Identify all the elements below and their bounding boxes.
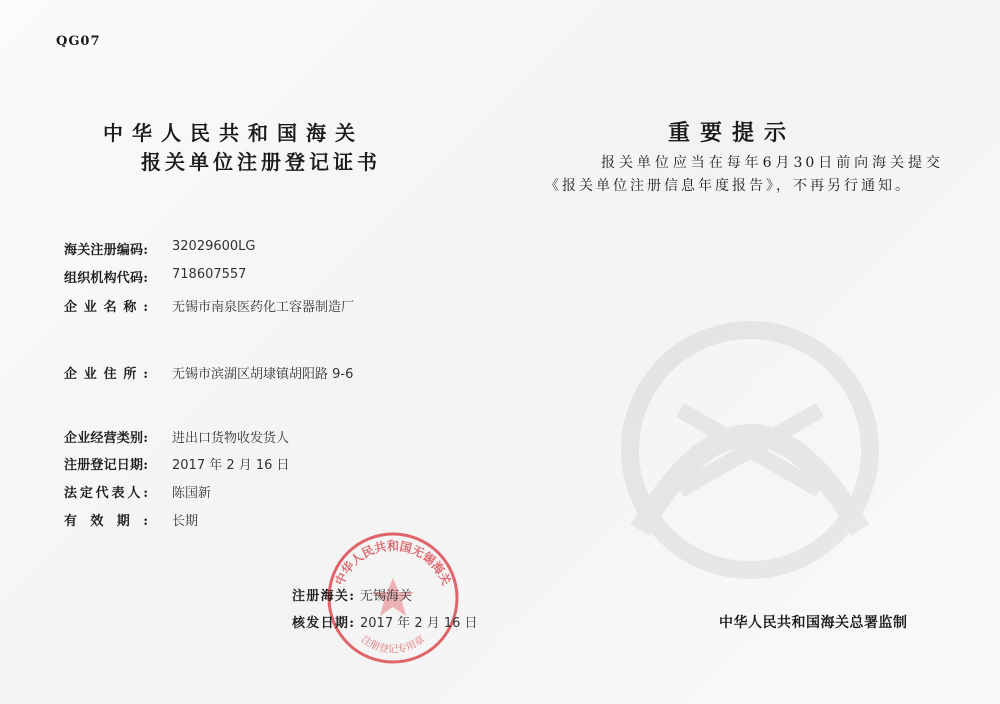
- field-label: 海关注册编码:: [64, 243, 148, 258]
- field-label: 企业住所:: [64, 367, 148, 382]
- field-value: 32029600LG: [172, 239, 256, 254]
- issuer-line: 中华人民共和国海关总署监制: [719, 615, 908, 631]
- certificate-title-line2: 报关单位注册登记证书: [141, 150, 381, 174]
- notice-body: 报关单位应当在每年6月30日前向海关提交《报关单位注册信息年度报告》，不再另行通知。: [545, 155, 943, 194]
- field-label: 组织机构代码:: [64, 271, 148, 286]
- field-value: 无锡市滨湖区胡埭镇胡阳路 9-6: [172, 367, 354, 382]
- document-code: QG07: [56, 34, 101, 49]
- emblem-watermark: [560, 300, 940, 600]
- field-value: 2017 年 2 月 16 日: [172, 458, 290, 473]
- seal-top-text: 中华人民共和国无锡海关: [332, 539, 454, 588]
- registration-issue-label: 核发日期:: [292, 616, 354, 631]
- field-value: 进出口货物收发货人: [172, 431, 290, 446]
- seal-bottom-text: 注册登记专用章: [359, 634, 427, 656]
- registration-customs-value: 无锡海关: [360, 589, 413, 604]
- field-label: 有效期:: [64, 514, 148, 529]
- registration-issue-value: 2017 年 2 月 16 日: [360, 616, 478, 631]
- field-label: 企业名称:: [64, 300, 148, 315]
- field-value: 长期: [172, 514, 199, 529]
- field-label: 法定代表人:: [64, 486, 148, 501]
- field-label: 注册登记日期:: [64, 458, 148, 473]
- certificate-title-line1: 中华人民共和国海关: [103, 121, 364, 145]
- notice-title: 重要提示: [668, 120, 797, 146]
- field-value: 718607557: [172, 267, 247, 282]
- field-value: 陈国新: [172, 486, 212, 501]
- field-value: 无锡市南泉医药化工容器制造厂: [172, 300, 355, 315]
- registration-customs-label: 注册海关:: [292, 589, 354, 604]
- field-label: 企业经营类别:: [64, 431, 148, 446]
